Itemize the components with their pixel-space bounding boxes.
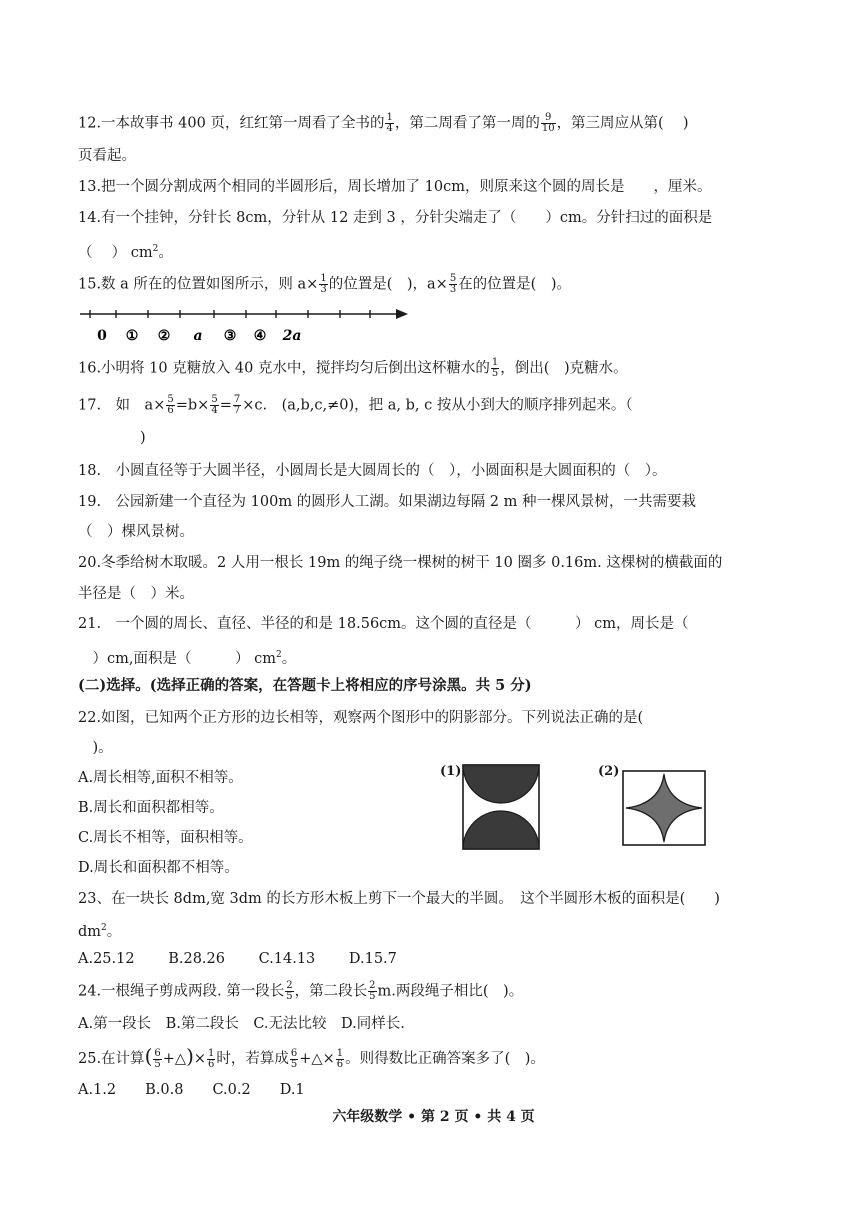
question-14-cont: （ ） $cm^2$。 bbox=[78, 244, 173, 261]
question-23: 23、在一块长 8dm,宽 3dm 的长方形木板上剪下一个最大的半圆。 这个半圆形木板的面积是( ) bbox=[78, 891, 720, 907]
fraction: $\frac{6}{5}$ bbox=[154, 1047, 161, 1070]
option-c: C.周长不相等，面积相等。 bbox=[78, 830, 253, 846]
number-line-figure bbox=[80, 302, 410, 350]
question-17: 17. 如 a× $\frac{5}{6}$ =b× $\frac{5}{4}$ = $\frac{7}{7}$ ×c. (a,b,c,≠0)，把 a, b, c 按从小到大的顺序排列起来。（ bbox=[78, 394, 633, 416]
question-12: 12.一本故事书 400 页，红红第一周看了全书的 $\frac{1}{4}$ ，第二周看了第一周的 $\frac{9}{10}$ ，第三周应从第( ) bbox=[78, 112, 689, 134]
question-14: 14.有一个挂钟，分针长 8cm，分针从 12 走到 3 ，分针尖端走了（ ）cm。分针扫过的面积是 bbox=[78, 210, 713, 226]
section-heading: (二)选择。(选择正确的答案，在答题卡上将相应的序号涂黑。共 5 分) bbox=[78, 677, 532, 694]
number-line-label: ③ bbox=[223, 328, 237, 344]
fraction: $\frac{5}{3}$ bbox=[449, 273, 457, 295]
figure-2-square bbox=[622, 770, 706, 846]
question-12-cont: 页看起。 bbox=[78, 148, 136, 164]
fraction: $\frac{7}{7}$ bbox=[233, 394, 241, 416]
question-19-cont: （ ）棵风景树。 bbox=[78, 524, 194, 540]
question-17-cont: ) bbox=[140, 430, 146, 446]
fraction: $\frac{6}{5}$ bbox=[290, 1047, 298, 1070]
question-25-options: A.1.2 B.0.8 C.0.2 D.1 bbox=[78, 1082, 305, 1098]
question-23-cont: $dm^2$。 bbox=[78, 923, 122, 940]
fraction: $\frac{1}{4}$ bbox=[386, 112, 393, 134]
question-22: 22.如图，已知两个正方形的边长相等，观察两个图形中的阴影部分。下列说法正确的是( bbox=[78, 710, 644, 726]
arrow-icon bbox=[396, 309, 408, 319]
fraction: $\frac{5}{6}$ bbox=[167, 394, 174, 416]
option-b: B.周长和面积都相等。 bbox=[78, 800, 224, 816]
number-line-label: ④ bbox=[253, 328, 267, 344]
question-20: 20.冬季给树木取暖。2 人用一根长 19m 的绳子绕一棵树的树干 10 圈多 0.16m. 这棵树的横截面的 bbox=[78, 555, 723, 571]
question-21-cont: ）cm,面积是（ ） $cm^2$。 bbox=[78, 650, 297, 667]
figure-2-label: (2) bbox=[598, 764, 620, 779]
question-22-cont: )。 bbox=[78, 740, 113, 756]
fraction: $\frac{1}{6}$ bbox=[208, 1047, 215, 1070]
question-21: 21. 一个圆的周长、直径、半径的和是 18.56cm。这个圆的直径是（ ） cm，周长是（ bbox=[78, 616, 689, 632]
question-15: 15.数 a 所在的位置如图所示，则 a× $\frac{1}{3}$ 的位置是( )，a× $\frac{5}{3}$ 在的位置是( )。 bbox=[78, 273, 572, 295]
option-a: A.周长相等,面积不相等。 bbox=[78, 770, 243, 786]
number-line-label: 0 bbox=[97, 328, 107, 344]
question-19: 19. 公园新建一个直径为 100m 的圆形人工湖。如果湖边每隔 2 m 种一棵风景树，一共需要栽 bbox=[78, 494, 697, 510]
number-line-label: 2a bbox=[282, 328, 302, 344]
fraction: $\frac{1}{5}$ bbox=[491, 357, 499, 379]
figure-1-square bbox=[462, 764, 540, 850]
fraction: $\frac{2}{5}$ bbox=[369, 980, 376, 1002]
fraction: $\frac{1}{3}$ bbox=[320, 273, 327, 295]
number-line-label: a bbox=[193, 328, 203, 344]
question-23-options: A.25.12 B.28.26 C.14.13 D.15.7 bbox=[78, 951, 397, 967]
fraction: $\frac{9}{10}$ bbox=[541, 112, 555, 134]
fraction: $\frac{1}{6}$ bbox=[336, 1047, 344, 1070]
question-18: 18. 小圆直径等于大圆半径，小圆周长是大圆周长的（ ），小圆面积是大圆面积的（ ）。 bbox=[78, 463, 667, 479]
number-line-label: ② bbox=[157, 328, 171, 344]
figure-1-label: (1) bbox=[440, 764, 462, 779]
question-20-cont: 半径是（ ）米。 bbox=[78, 586, 194, 602]
fraction: $\frac{5}{4}$ bbox=[211, 394, 218, 416]
question-16: 16.小明将 10 克糖放入 40 克水中，搅拌均匀后倒出这杯糖水的 $\frac{1}{5}$ ，倒出( )克糖水。 bbox=[78, 357, 628, 379]
option-d: D.周长和面积都不相等。 bbox=[78, 860, 239, 876]
question-13: 13.把一个圆分割成两个相同的半圆形后，周长增加了 10cm，则原来这个圆的周长是 ，厘米。 bbox=[78, 179, 712, 195]
page-footer: 六年级数学 • 第 2 页 • 共 4 页 bbox=[332, 1109, 535, 1125]
fraction: $\frac{2}{5}$ bbox=[286, 980, 293, 1002]
question-24: 24.一根绳子剪成两段. 第一段长 $\frac{2}{5}$ ，第二段长 $\frac{2}{5}$ m.两段绳子相比( )。 bbox=[78, 980, 524, 1002]
question-25: 25.在计算( $\frac{6}{5}$ +△)× $\frac{1}{6}$ 时，若算成 $\frac{6}{5}$ +△× $\frac{1}{6}$ 。则得数比正确答案多了( )。 bbox=[78, 1044, 545, 1070]
question-24-options: A.第一段长 B.第二段长 C.无法比较 D.同样长. bbox=[78, 1016, 405, 1032]
number-line-label: ① bbox=[125, 328, 139, 344]
